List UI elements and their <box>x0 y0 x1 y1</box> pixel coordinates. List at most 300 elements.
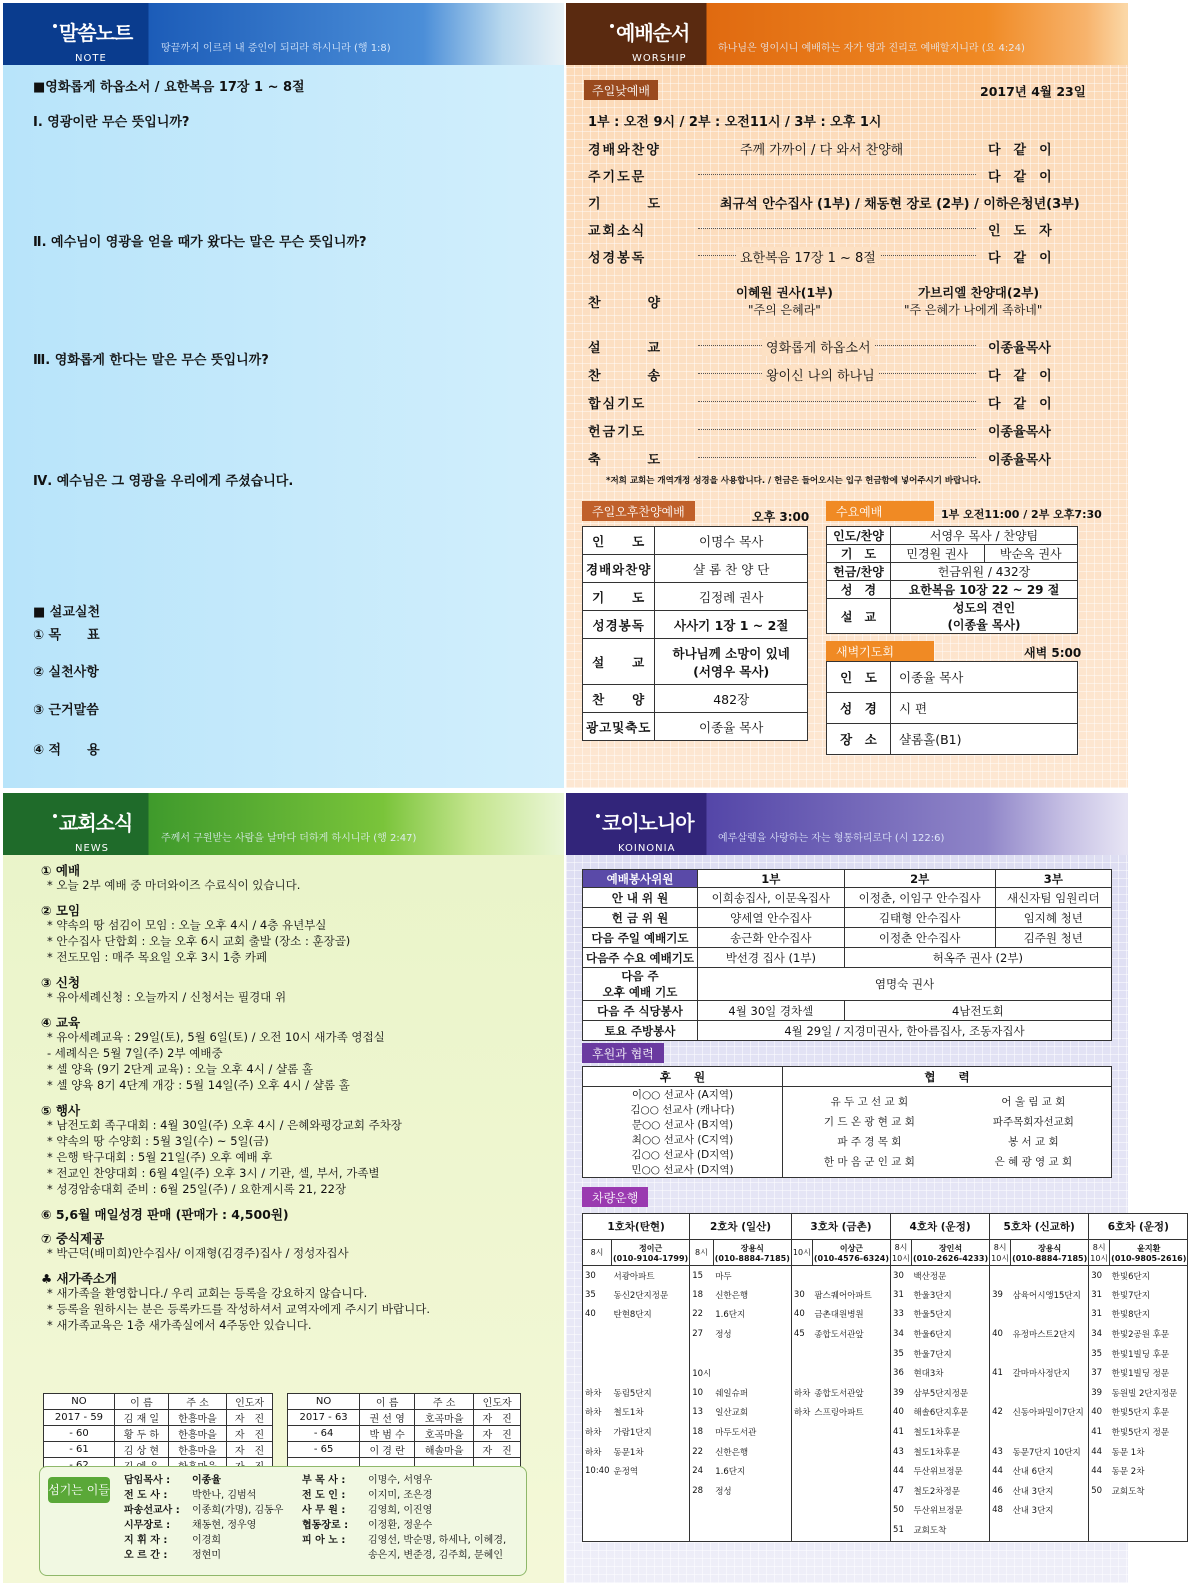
supporters: 이○○ 선교사 (A지역) 김○○ 선교사 (캐나다) 문○○ 선교사 (B지역) 최○○ 선교사 (C지역) 김○○ 선교사 (D지역) 민○○ 선교사 (D지역) <box>583 1087 783 1178</box>
row-label: 헌금/찬양 <box>827 563 891 581</box>
table-header-row <box>583 1214 1188 1240</box>
choir-2-song: "주 은혜가 나에게 족하네" <box>904 303 1043 317</box>
stop-time: 42 <box>990 1403 1011 1423</box>
staff-role: 부 목 사 : <box>302 1475 346 1486</box>
stop-name: 정성 <box>713 1481 791 1501</box>
news-item: * 새가족을 환영합니다./ 우리 교회는 등록을 강요하지 않습니다. <box>47 1286 368 1300</box>
dawn-table <box>826 661 1078 755</box>
stop-time <box>583 1520 612 1540</box>
cell <box>891 1540 912 1542</box>
table-header-row <box>44 1394 273 1410</box>
worship-order-panel <box>566 3 1128 788</box>
cell: 박순옥 권사 <box>984 545 1078 563</box>
support-table <box>582 1066 1112 1178</box>
afternoon-service-tag: 주일오후찬양예배 <box>582 501 695 521</box>
cell: 한흥마을 <box>168 1426 226 1442</box>
stop-time <box>990 1422 1011 1442</box>
stop-time <box>583 1324 612 1344</box>
cell: 자 진 <box>227 1410 273 1426</box>
car-route-header: 4호차 (운정) <box>891 1214 990 1240</box>
order-label: 헌금기도 <box>588 425 647 440</box>
news-header <box>3 793 564 855</box>
row-label: 설 교 <box>583 639 655 685</box>
choir-1-song: "주의 은혜라" <box>748 303 821 317</box>
order-item: 주께 가까이 / 다 와서 찬양해 <box>740 143 904 158</box>
car-stop-row <box>583 1324 1188 1344</box>
stop-time: 37 <box>1089 1363 1110 1383</box>
row-label: 다음 주일 예배기도 <box>583 928 698 948</box>
column-header: 2부 <box>844 870 995 888</box>
stop-name: 한울3단지 <box>911 1285 989 1305</box>
stop-time: 41 <box>891 1422 912 1442</box>
panel-subtitle: NEWS <box>75 843 110 854</box>
column-header: 이 름 <box>360 1394 415 1410</box>
cell: - 64 <box>288 1426 360 1442</box>
stop-time: 40 <box>583 1305 612 1325</box>
stop-name <box>612 1501 690 1521</box>
car-stop-row <box>583 1442 1188 1462</box>
stop-time: 39 <box>990 1285 1011 1305</box>
row-label: 인도/찬양 <box>827 527 891 545</box>
stop-name <box>812 1461 890 1481</box>
support-tag: 후원과 협력 <box>582 1043 664 1063</box>
partners-a: 유 두 고 선 교 회 기 드 온 광 현 교 회 파 주 경 목 회 한 마 음 군 인 교 회 <box>783 1087 956 1178</box>
table-row <box>583 583 808 611</box>
stop-time: 43 <box>891 1442 912 1462</box>
stop-time <box>791 1422 812 1442</box>
column-header: 후 원 <box>583 1067 783 1087</box>
order-label: 성경봉독 <box>588 251 647 266</box>
cell: 시 편 <box>891 693 1078 724</box>
stop-name <box>812 1422 890 1442</box>
stop-time: 27 <box>690 1324 714 1344</box>
cell: 황 두 하 <box>114 1426 168 1442</box>
column-header: NO <box>44 1394 115 1410</box>
news-heading: ⑦ 중식제공 <box>41 1231 105 1246</box>
cell: 샬 롬 찬 양 단 <box>655 555 808 583</box>
staff-role: 시무장로 : <box>124 1520 171 1531</box>
order-item: 최규석 안수집사 (1부) / 채동현 장로 (2부) / 이하은청년(3부) <box>720 197 1080 212</box>
stop-name: 스프링아파트 <box>812 1403 890 1423</box>
news-item: * 전교인 찬양대회 : 6월 4일(주) 오후 3시 / 기관, 셀, 부서, 가족별 <box>47 1166 380 1180</box>
news-item: * 남전도회 족구대회 : 4월 30일(주) 오후 4시 / 은혜와평강교회 주차장 <box>47 1118 402 1132</box>
cell: 송근화 안수집사 <box>698 928 845 948</box>
column-header: 예배봉사위원 <box>583 870 698 888</box>
cell: 482장 <box>655 685 808 713</box>
row-label: 헌 금 위 원 <box>583 908 698 928</box>
stop-time: 15 <box>690 1266 714 1286</box>
stop-name <box>1011 1422 1089 1442</box>
panel-title: 예배순서 <box>616 21 690 45</box>
car-driver: 장인석 (010-2626-4233) <box>911 1240 989 1266</box>
stop-name <box>612 1344 690 1364</box>
stop-name <box>612 1481 690 1501</box>
order-leader: 이종율목사 <box>988 453 1051 468</box>
order-item: 요한복음 17장 1 ~ 8절 <box>736 247 880 266</box>
stop-time: 44 <box>891 1461 912 1481</box>
staff-name: 정현미 <box>192 1550 221 1561</box>
car-time: 8시 <box>583 1240 612 1266</box>
stop-name: 철도1차 <box>612 1403 690 1423</box>
table-row <box>827 693 1078 724</box>
cell: 호곡마을 <box>415 1410 474 1426</box>
table-row <box>827 662 1078 693</box>
service-times: 1부 : 오전 9시 / 2부 : 오전11시 / 3부 : 오후 1시 <box>588 115 882 130</box>
car-stop-row <box>583 1461 1188 1481</box>
cell: 한흥마을 <box>168 1410 226 1426</box>
stop-time <box>791 1363 812 1383</box>
order-leader: 이종율목사 <box>988 425 1051 440</box>
car-stop-row <box>583 1422 1188 1442</box>
car-route-header: 3호차 (금촌) <box>791 1214 890 1240</box>
car-stop-row <box>583 1305 1188 1325</box>
cell: 자 진 <box>227 1426 273 1442</box>
row-label: 설 교 <box>827 599 891 634</box>
table-row <box>827 724 1078 755</box>
cell <box>1110 1540 1188 1542</box>
stop-name: 동림5단지 <box>612 1383 690 1403</box>
stop-time <box>583 1481 612 1501</box>
staff-row <box>302 1486 432 1501</box>
stop-name: 유정마스트2단지 <box>1011 1324 1089 1344</box>
news-item: * 약속의 땅 섬김이 모임 : 오늘 오후 4시 / 4층 유년부실 <box>47 918 327 932</box>
dawn-prayer-tag: 새벽기도회 <box>826 641 934 661</box>
cell <box>990 1540 1011 1542</box>
news-item: * 오늘 2부 예배 중 마더와이즈 수료식이 있습니다. <box>47 878 301 892</box>
cell: 박선경 집사 (1부) <box>698 948 845 968</box>
stop-name: 현대3차 <box>911 1363 989 1383</box>
cell: - 65 <box>288 1442 360 1458</box>
news-heading: ① 예배 <box>41 863 81 878</box>
panel-subtitle: NOTE <box>75 53 107 64</box>
cell <box>911 1540 989 1542</box>
stop-name: 철도1차후문 <box>911 1422 989 1442</box>
cell: 자 진 <box>474 1426 521 1442</box>
stop-time: 41 <box>990 1363 1011 1383</box>
worship-header <box>566 3 1128 65</box>
car-stop-row <box>583 1520 1188 1540</box>
stop-name: 탄현8단지 <box>612 1305 690 1325</box>
column-header: 이 름 <box>114 1394 168 1410</box>
order-label: 경배와찬양 <box>588 143 661 158</box>
row-label: 인 도 <box>583 527 655 555</box>
panel-title: 말씀노트 <box>59 21 133 45</box>
stop-name: 교회도착 <box>1110 1481 1188 1501</box>
choir-1: 이혜원 권사(1부) <box>736 285 833 300</box>
row-label: 다음 주 오후 예배 기도 <box>583 968 698 1001</box>
afternoon-table <box>582 526 808 741</box>
stop-time: 22 <box>690 1442 714 1462</box>
table-row <box>827 545 1078 563</box>
stop-time: 하차 <box>583 1403 612 1423</box>
cell: 임지혜 청년 <box>995 908 1111 928</box>
cell: 자 진 <box>474 1442 521 1458</box>
cell: - 61 <box>44 1442 115 1458</box>
order-dots <box>698 401 976 402</box>
table-row <box>827 527 1078 545</box>
cell: 이 경 란 <box>360 1442 415 1458</box>
stop-time: 47 <box>891 1481 912 1501</box>
table-row <box>288 1426 521 1442</box>
choir-2: 가브리엘 찬양대(2부) <box>918 285 1040 300</box>
stop-time: 18 <box>690 1285 714 1305</box>
column-header: 주 소 <box>168 1394 226 1410</box>
stop-name: 마두도서관 <box>713 1422 791 1442</box>
stop-time: 13 <box>690 1403 714 1423</box>
news-heading: ⑥ 5,6월 매일성경 판매 (판매가 : 4,500원) <box>41 1207 289 1222</box>
staff-row <box>124 1546 221 1561</box>
stop-time: 50 <box>1089 1481 1110 1501</box>
stop-name: 신한은행 <box>713 1285 791 1305</box>
panel-subtitle: KOINONIA <box>618 843 676 854</box>
car-stop-row <box>583 1403 1188 1423</box>
cell: 이희송집사, 이문옥집사 <box>698 888 845 908</box>
news-heading: ③ 신청 <box>41 975 81 990</box>
stop-name: 한빛1빌딩 정문 <box>1110 1363 1188 1383</box>
table-row <box>583 611 808 639</box>
stop-time: 하차 <box>583 1422 612 1442</box>
stop-name: 한빛1빌딩 후문 <box>1110 1344 1188 1364</box>
table-header-row <box>583 870 1112 888</box>
car-time: 8시 10시 <box>891 1240 912 1266</box>
cell: 허옥주 권사 (2부) <box>844 948 1111 968</box>
table-row <box>583 908 1112 928</box>
cell: 헌금위원 / 432장 <box>891 563 1078 581</box>
car-driver: 장용식 (010-8884-7185) <box>713 1240 791 1266</box>
staff-role: 전 도 사 : <box>124 1490 168 1501</box>
stop-time <box>583 1363 612 1383</box>
column-header: 협 력 <box>783 1067 1112 1087</box>
table-row <box>827 563 1078 581</box>
column-header: 3부 <box>995 870 1111 888</box>
cell: 김 재 일 <box>114 1410 168 1426</box>
cell: 샬롬홀(B1) <box>891 724 1078 755</box>
stop-time: 35 <box>1089 1344 1110 1364</box>
cell: 이정춘 안수집사 <box>844 928 995 948</box>
stop-name <box>1011 1520 1089 1540</box>
stop-name <box>612 1324 690 1344</box>
table-row <box>583 928 1112 948</box>
stop-name: 한빛5단지 정문 <box>1110 1422 1188 1442</box>
stop-name: 팜스퀘어아파트 <box>812 1285 890 1305</box>
cell: 자 진 <box>227 1442 273 1458</box>
stop-name: 두산위브정문 <box>911 1501 989 1521</box>
question-2: Ⅱ. 예수님이 영광을 얻을 때가 왔다는 말은 무슨 뜻입니까? <box>33 235 367 250</box>
car-time: 8시 <box>690 1240 714 1266</box>
stop-time: 44 <box>1089 1461 1110 1481</box>
news-item: * 유아세례교육 : 29일(토), 5월 6일(토) / 오전 10시 새가족 영접실 <box>47 1030 385 1044</box>
staff-name: 송은지, 변준경, 김주희, 문혜인 <box>368 1550 503 1561</box>
service-date: 2017년 4월 23일 <box>980 84 1086 99</box>
stop-name <box>812 1363 890 1383</box>
stop-time <box>990 1383 1011 1403</box>
stop-time <box>690 1520 714 1540</box>
cell: 양세열 안수집사 <box>698 908 845 928</box>
table-row <box>583 948 1112 968</box>
staff-row <box>124 1486 256 1501</box>
cell: 사사기 1장 1 ~ 2절 <box>655 611 808 639</box>
car-stop-row <box>583 1266 1188 1286</box>
staff-name: 김영선, 박순명, 하세나, 이혜경, <box>368 1535 507 1546</box>
column-header: 인도자 <box>474 1394 521 1410</box>
stop-name <box>812 1520 890 1540</box>
stop-name: 해솔6단지후문 <box>911 1403 989 1423</box>
staff-row <box>124 1471 221 1486</box>
car-driver: 장용식 (010-8884-7185) <box>1011 1240 1089 1266</box>
order-leader: 다 같 이 <box>988 369 1052 384</box>
stop-time: 51 <box>891 1520 912 1540</box>
stop-time <box>791 1442 812 1462</box>
stop-name: 삼육어시앵15단지 <box>1011 1285 1089 1305</box>
stop-name <box>713 1363 791 1383</box>
row-label: 찬 양 <box>583 685 655 713</box>
question-4: Ⅳ. 예수님은 그 영광을 우리에게 주셨습니다. <box>33 474 294 489</box>
row-label: 기 도 <box>583 583 655 611</box>
stop-time: 31 <box>1089 1305 1110 1325</box>
car-stop-row <box>583 1383 1188 1403</box>
staff-row <box>124 1531 221 1546</box>
sermon-note-header <box>3 3 564 65</box>
staff-role: 전 도 인 : <box>302 1490 346 1501</box>
stop-name: 한울6단지 <box>911 1324 989 1344</box>
stop-time: 40 <box>990 1324 1011 1344</box>
news-item: - 세례식은 5월 7일(주) 2부 예배중 <box>47 1046 223 1060</box>
table-row <box>583 555 808 583</box>
stop-name: 종합도서관앞 <box>812 1324 890 1344</box>
car-time: 8시 10시 <box>990 1240 1011 1266</box>
stop-name: 산내 3단지 <box>1011 1481 1089 1501</box>
stop-name: 산내 3단지 <box>1011 1501 1089 1521</box>
koinonia-panel <box>566 793 1187 1583</box>
stop-time <box>690 1501 714 1521</box>
staff-row <box>124 1516 256 1531</box>
staff-name: 이경희 <box>192 1535 221 1546</box>
cell: - 60 <box>44 1426 115 1442</box>
table-row <box>583 639 808 685</box>
stop-time: 하차 <box>791 1383 812 1403</box>
cell: 2017 - 63 <box>288 1410 360 1426</box>
table-header-row <box>288 1394 521 1410</box>
cell: 자 진 <box>474 1410 521 1426</box>
table-row <box>583 527 808 555</box>
stop-name <box>1011 1266 1089 1286</box>
car-stop-row <box>583 1501 1188 1521</box>
table-row <box>288 1410 521 1426</box>
stop-name <box>1011 1305 1089 1325</box>
cell: 이정춘, 이임구 안수집사 <box>844 888 995 908</box>
stop-time <box>990 1305 1011 1325</box>
staff-name: 이정환, 정운수 <box>368 1520 433 1531</box>
wednesday-table <box>826 526 1078 634</box>
stop-time: 24 <box>690 1461 714 1481</box>
stop-time <box>791 1520 812 1540</box>
stop-name: 동원빌 2단지정문 <box>1110 1383 1188 1403</box>
cell: 염명숙 권사 <box>698 968 1112 1001</box>
cell <box>583 1540 612 1542</box>
practice-title: ■ 설교실천 <box>33 605 101 620</box>
row-label: 경배와찬양 <box>583 555 655 583</box>
stop-time: 34 <box>1089 1324 1110 1344</box>
stop-name <box>713 1344 791 1364</box>
order-leader: 다 같 이 <box>988 251 1052 266</box>
stop-time: 40 <box>891 1403 912 1423</box>
cell: 김주원 청년 <box>995 928 1111 948</box>
stop-name <box>812 1344 890 1364</box>
staff-role: 피 아 노 : <box>302 1535 346 1546</box>
staff-name: 박한나, 김범석 <box>192 1490 257 1501</box>
stop-name: 산내 6단지 <box>1011 1461 1089 1481</box>
news-item: * 셀 양육 (9기 2단계 교육) : 오늘 오후 4시 / 샬롬 홀 <box>47 1062 314 1076</box>
stop-time <box>690 1344 714 1364</box>
cell: 한흥마을 <box>168 1442 226 1458</box>
news-heading: ④ 교육 <box>41 1015 81 1030</box>
news-item: * 유아세례신청 : 오늘까지 / 신청서는 필경대 위 <box>47 990 287 1004</box>
row-label: 성경봉독 <box>583 611 655 639</box>
dawn-time: 새벽 5:00 <box>1024 646 1082 660</box>
stop-time: 36 <box>891 1363 912 1383</box>
order-leader: 다 같 이 <box>988 170 1052 185</box>
stop-name: 한빛5단지 후문 <box>1110 1403 1188 1423</box>
car-driver-row <box>583 1240 1188 1266</box>
stop-name <box>812 1266 890 1286</box>
panel-subtitle: WORSHIP <box>632 53 687 64</box>
cell: 하나님께 소망이 있네 (서영우 목사) <box>655 639 808 685</box>
stop-time: 39 <box>1089 1383 1110 1403</box>
stop-time: 48 <box>990 1501 1011 1521</box>
header-verse: 주께서 구원받는 사람을 날마다 더하게 하시니라 (행 2:47) <box>161 833 417 844</box>
stop-time: 18 <box>690 1422 714 1442</box>
staff-name: 이지미, 조은경 <box>368 1490 433 1501</box>
table-row <box>44 1410 273 1426</box>
staff-role: 사 무 원 : <box>302 1505 346 1516</box>
new-family-table-right <box>287 1393 521 1471</box>
order-dots <box>698 228 976 229</box>
cell: 민경원 권사 <box>891 545 985 563</box>
order-dots <box>698 429 976 430</box>
staff-role: 오 르 간 : <box>124 1550 168 1561</box>
stop-name: 한울7단지 <box>911 1344 989 1364</box>
table-row <box>583 888 1112 908</box>
stop-time <box>990 1520 1011 1540</box>
partners-b: 어 울 림 교 회 파주목회자선교회 봉 서 교 회 은 혜 광 영 교 회 <box>956 1087 1112 1178</box>
car-time: 8시 10시 <box>1089 1240 1110 1266</box>
stop-time <box>791 1481 812 1501</box>
stop-name: 마두 <box>713 1266 791 1286</box>
row-label: 안 내 위 원 <box>583 888 698 908</box>
table-row <box>827 581 1078 599</box>
car-stop-row <box>583 1363 1188 1383</box>
order-label: 주기도문 <box>588 170 647 185</box>
stop-time: 하차 <box>791 1403 812 1423</box>
stop-time: 30 <box>1089 1266 1110 1286</box>
staff-name: 채동현, 정우영 <box>192 1520 257 1531</box>
staff-label: 섬기는 이들 <box>48 1477 110 1503</box>
stop-name <box>612 1363 690 1383</box>
table-row <box>583 685 808 713</box>
stop-time: 34 <box>891 1324 912 1344</box>
table-row <box>583 713 808 741</box>
stop-time: 22 <box>690 1305 714 1325</box>
stop-time: 45 <box>791 1324 812 1344</box>
stop-name <box>812 1442 890 1462</box>
car-time: 10시 <box>791 1240 812 1266</box>
stop-time <box>791 1344 812 1364</box>
car-route-header: 6호차 (운정) <box>1089 1214 1188 1240</box>
news-heading: ② 모임 <box>41 903 81 918</box>
practice-item: ③ 근거말씀 <box>33 703 99 718</box>
stop-name: 1.6단지 <box>713 1305 791 1325</box>
staff-name: 김영희, 이진영 <box>368 1505 433 1516</box>
